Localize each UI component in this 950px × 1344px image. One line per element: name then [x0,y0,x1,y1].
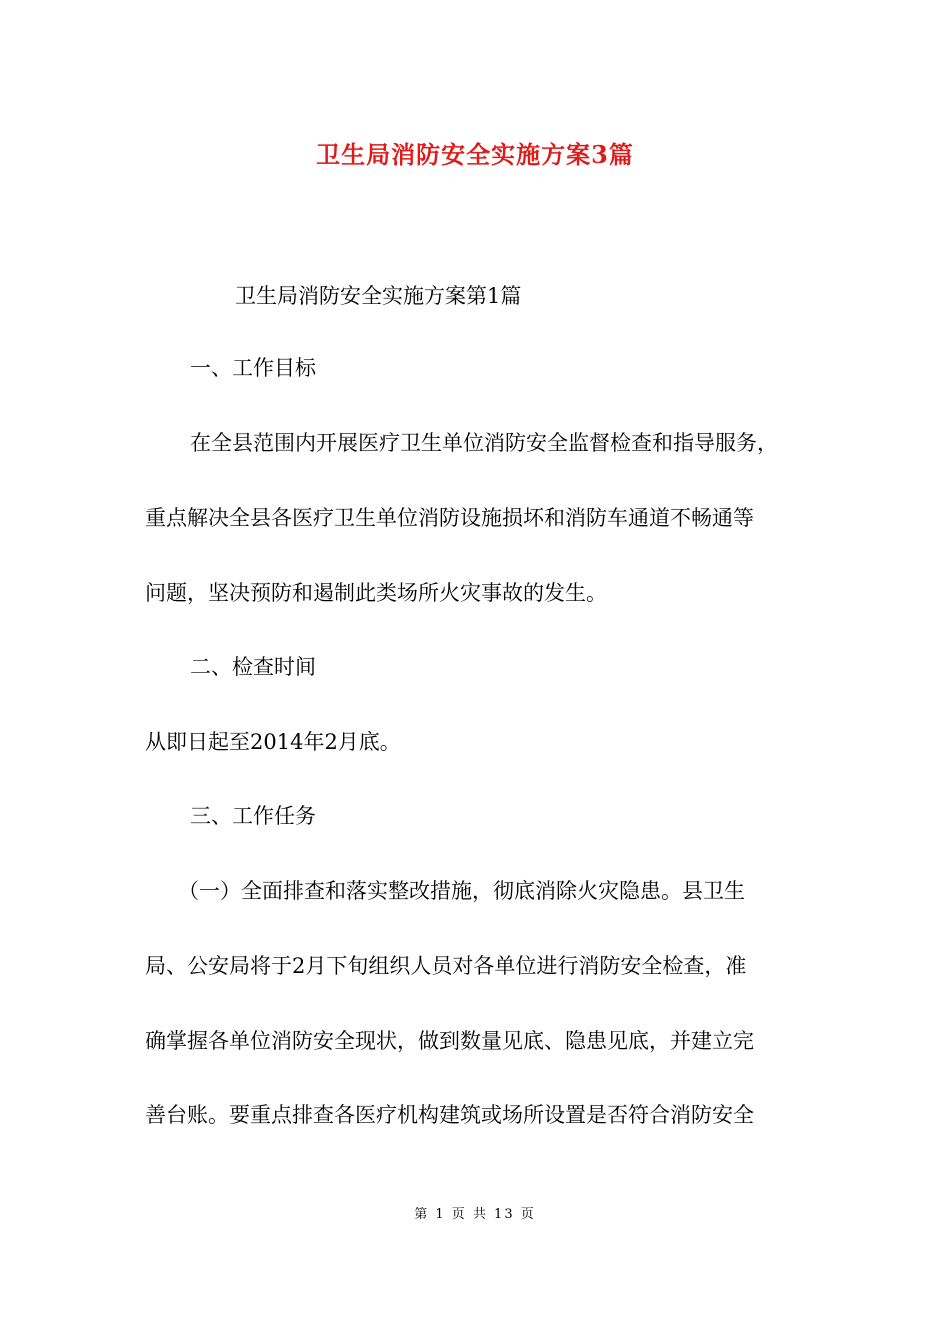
section-subtitle: 卫生局消防安全实施方案第1篇 [235,284,522,308]
paragraph-line: （一）全面排查和落实整改措施，彻底消除火灾隐患。县卫生 [178,879,745,903]
document-title: 卫生局消防安全实施方案3篇 [316,140,634,169]
paragraph-line: 局、公安局将于2月下旬组织人员对各单位进行消防安全检查，准 [145,954,747,978]
heading-goal: 一、工作目标 [190,356,316,380]
page-number-footer: 第 1 页 共 13 页 [414,1207,536,1222]
paragraph-line: 善台账。要重点排查各医疗机构建筑或场所设置是否符合消防安全 [145,1103,754,1127]
heading-time: 二、检查时间 [190,655,316,679]
paragraph-line: 重点解决全县各医疗卫生单位消防设施损坏和消防车通道不畅通等 [145,506,754,530]
paragraph-line: 从即日起至2014年2月底。 [145,730,401,754]
paragraph-line: 确掌握各单位消防安全现状，做到数量见底、隐患见底，并建立完 [145,1029,754,1053]
paragraph-line: 在全县范围内开展医疗卫生单位消防安全监督检查和指导服务， [190,431,778,455]
paragraph-line: 问题，坚决预防和遏制此类场所火灾事故的发生。 [145,581,607,605]
heading-tasks: 三、工作任务 [190,804,316,828]
